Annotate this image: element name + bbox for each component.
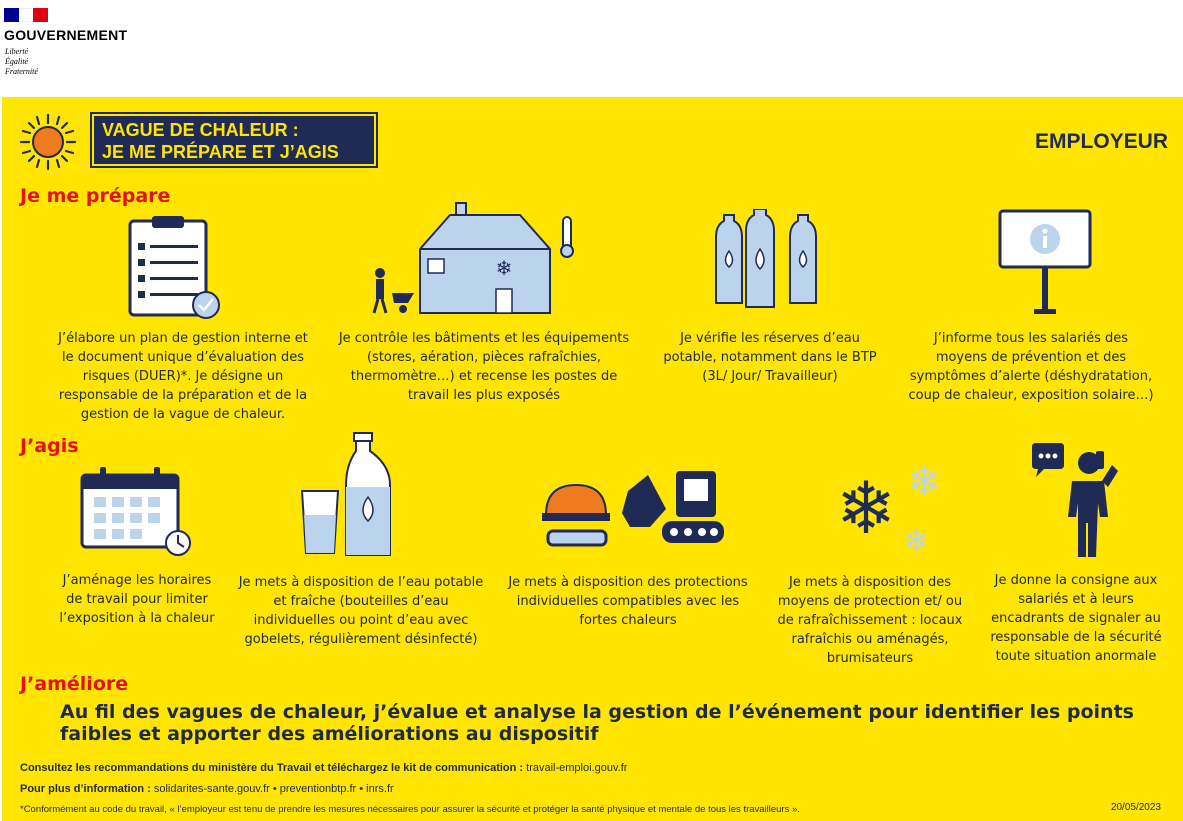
prepare-item-3-text: Je vérifie les réserves d’eau potable, notamment dans le BTP (3L/ Jour/ Travailleur) (663, 331, 877, 384)
improve-text: Au fil des vagues de chaleur, j’évalue et analyse la gestion de l’événement pour identifier les points faibles et apporter des améliorations au dispositif (60, 701, 1134, 745)
calendar-clock-icon (78, 467, 196, 561)
act-item-5-text: Je donne la consigne aux salariés et à leurs encadrants de signaler au responsable de la sécurité toute situation anormale (990, 573, 1162, 664)
motto-liberte: Liberté (5, 47, 29, 56)
government-label: GOUVERNEMENT (4, 27, 128, 43)
info-board-icon (998, 209, 1094, 317)
audience-label: EMPLOYEUR (1034, 130, 1168, 153)
footer-more-label: Pour plus d’information : (20, 783, 151, 795)
svg-text:❄: ❄ (495, 256, 513, 280)
act-item-3-text: Je mets à disposition des protections individuelles compatibles avec les fortes chaleurs (508, 575, 748, 628)
snowflakes-icon (828, 453, 948, 561)
svg-text:❄: ❄ (835, 466, 897, 550)
section-improve-title: J’améliore (20, 673, 129, 695)
clipboard-icon (126, 215, 222, 323)
protective-gear-icon (538, 469, 728, 559)
title-line-1: VAGUE DE CHALEUR : (102, 120, 299, 140)
prepare-item-4-text: J’informe tous les salariés des moyens de prévention et des symptômes d’alerte (déshydratation, coup de chaleur, exposition solaire…) (908, 331, 1154, 403)
title-line-2: JE ME PRÉPARE ET J’AGIS (102, 142, 339, 162)
svg-text:❄: ❄ (903, 524, 929, 559)
motto-egalite: Égalité (5, 57, 29, 66)
footer-consult-link[interactable]: travail-emploi.gouv.fr (526, 762, 628, 774)
bottle-glass-icon (298, 431, 398, 559)
water-bottles-icon (708, 209, 828, 309)
heatwave-poster (2, 97, 1183, 821)
sun-icon (19, 113, 77, 171)
motto-fraternite: Fraternité (5, 67, 38, 76)
french-flag-icon (4, 8, 48, 22)
section-prepare-title: Je me prépare (20, 185, 171, 207)
svg-text:❄: ❄ (907, 459, 941, 505)
section-act-title: J’agis (20, 435, 79, 457)
poster-title (90, 112, 378, 168)
footer-legal-note: *Conformément au code du travail, « l’employeur est tenu de prendre les mesures nécessaires pour assurer la sécurité et protéger la santé physique et mentale de tous les travailleurs ». (20, 804, 800, 815)
prepare-item-2-text: Je contrôle les bâtiments et les équipements (stores, aération, pièces rafraîchies, thermomètre…) et recense les postes de travail les plus exposés (338, 331, 630, 403)
footer-consult-label: Consultez les recommandations du ministère du Travail et téléchargez le kit de communication : (20, 762, 524, 774)
republic-motto (5, 47, 38, 77)
act-item-2-text: Je mets à disposition de l’eau potable et fraîche (bouteilles d’eau individuelles ou point d’eau avec gobelets, régulièrement désinfecté) (238, 575, 484, 647)
footer-more-info (20, 783, 394, 795)
footer-consult (20, 762, 627, 774)
act-item-1-text: J’aménage les horaires de travail pour limiter l’exposition à la chaleur (59, 573, 215, 626)
act-item-4-text: Je mets à disposition des moyens de protection et/ ou de rafraîchissement : locaux rafraîchis ou aménagés, brumisateurs (777, 575, 963, 666)
publication-date: 20/05/2023 (1110, 802, 1161, 813)
government-header (0, 0, 1183, 96)
building-icon (370, 201, 580, 319)
person-phone-icon (1030, 443, 1120, 559)
footer-more-links[interactable]: solidarites-sante.gouv.fr • preventionbtp.fr • inrs.fr (153, 783, 394, 795)
prepare-item-1-text: J’élabore un plan de gestion interne et le document unique d’évaluation des risques (DUER)*. Je désigne un responsable de la préparation et de la gestion de la vague de chaleur. (58, 331, 308, 422)
